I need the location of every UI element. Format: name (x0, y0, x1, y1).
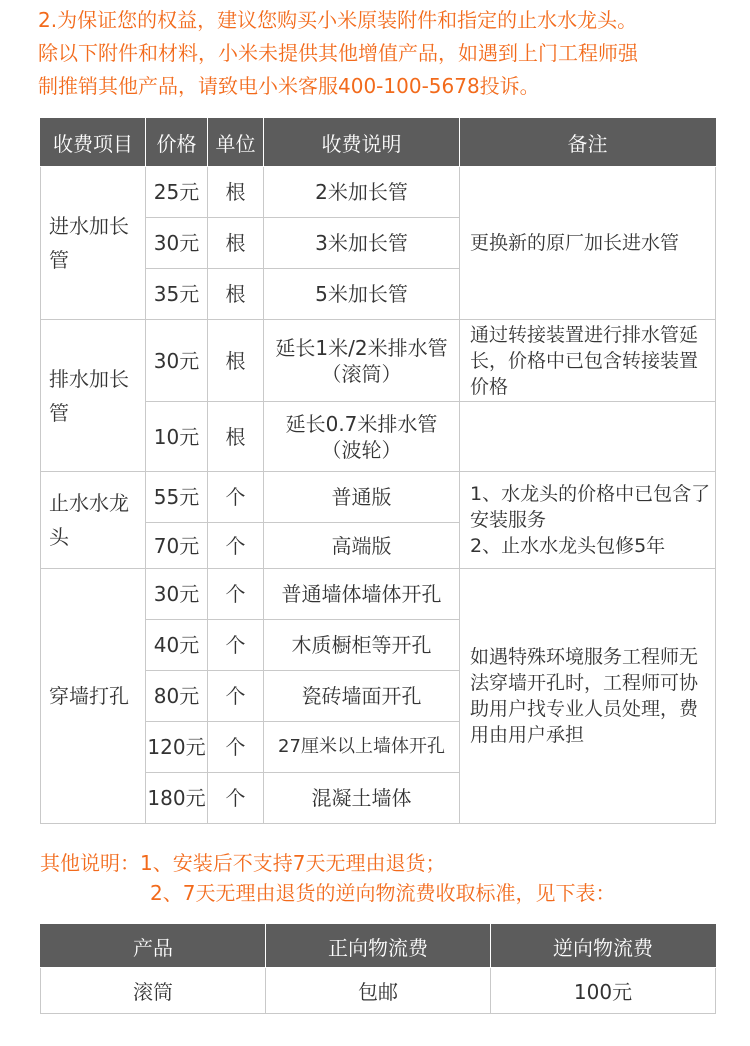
price-cell: 55元 (146, 472, 208, 523)
price-cell: 30元 (146, 320, 208, 402)
other-note-line: 其他说明：1、安装后不支持7天无理由退货； (40, 851, 446, 875)
item-cell: 进水加长管 (41, 167, 146, 320)
price-cell: 120元 (146, 722, 208, 773)
item-cell: 排水加长管 (41, 320, 146, 472)
price-cell: 80元 (146, 671, 208, 722)
other-note-line: 2、7天无理由退货的逆向物流费收取标准，见下表： (150, 881, 616, 905)
desc-cell: 高端版 (264, 523, 460, 569)
price-cell: 180元 (146, 773, 208, 824)
fee-table (40, 118, 716, 824)
fee-table-header-row (41, 119, 716, 167)
header-price: 价格 (146, 119, 208, 167)
desc-cell: 5米加长管 (264, 269, 460, 320)
header-product: 产品 (41, 925, 266, 968)
price-cell: 40元 (146, 620, 208, 671)
table-row (41, 472, 716, 523)
note-cell: 如遇特殊环境服务工程师无法穿墙开孔时，工程师可协助用户找专业人员处理，费用由用户承担 (460, 569, 716, 824)
intro-line: 2.为保证您的权益，建议您购买小米原装附件和指定的止水水龙头。 (38, 8, 638, 32)
header-unit: 单位 (208, 119, 264, 167)
header-forward-fee: 正向物流费 (266, 925, 491, 968)
intro-line: 制推销其他产品，请致电小米客服400-100-5678投诉。 (38, 74, 540, 98)
logistics-table (40, 924, 716, 1014)
unit-cell: 根 (208, 402, 264, 472)
unit-cell: 个 (208, 523, 264, 569)
price-cell: 30元 (146, 218, 208, 269)
price-cell: 30元 (146, 569, 208, 620)
reverse-fee-cell: 100元 (491, 968, 716, 1014)
other-notes (40, 848, 615, 908)
intro-notice (38, 4, 738, 103)
product-cell: 滚筒 (41, 968, 266, 1014)
header-item: 收费项目 (41, 119, 146, 167)
unit-cell: 个 (208, 671, 264, 722)
item-cell: 穿墙打孔 (41, 569, 146, 824)
desc-cell: 延长0.7米排水管（波轮） (264, 402, 460, 472)
unit-cell: 个 (208, 472, 264, 523)
unit-cell: 个 (208, 773, 264, 824)
unit-cell: 个 (208, 569, 264, 620)
table-row (41, 569, 716, 620)
unit-cell: 根 (208, 269, 264, 320)
price-cell: 10元 (146, 402, 208, 472)
header-description: 收费说明 (264, 119, 460, 167)
unit-cell: 根 (208, 167, 264, 218)
table-row (41, 320, 716, 402)
note-line: 1、水龙头的价格中已包含了安装服务 (470, 483, 711, 531)
desc-cell: 瓷砖墙面开孔 (264, 671, 460, 722)
intro-line: 除以下附件和材料，小米未提供其他增值产品，如遇到上门工程师强 (38, 41, 638, 65)
desc-cell: 普通墙体墙体开孔 (264, 569, 460, 620)
unit-cell: 个 (208, 620, 264, 671)
unit-cell: 个 (208, 722, 264, 773)
price-cell: 25元 (146, 167, 208, 218)
note-cell (460, 402, 716, 472)
note-cell: 通过转接装置进行排水管延长，价格中已包含转接装置价格 (460, 320, 716, 402)
header-reverse-fee: 逆向物流费 (491, 925, 716, 968)
note-cell: 更换新的原厂加长进水管 (460, 167, 716, 320)
desc-cell: 2米加长管 (264, 167, 460, 218)
desc-cell: 延长1米/2米排水管（滚筒） (264, 320, 460, 402)
forward-fee-cell: 包邮 (266, 968, 491, 1014)
price-cell: 70元 (146, 523, 208, 569)
unit-cell: 根 (208, 320, 264, 402)
logistics-header-row (41, 925, 716, 968)
unit-cell: 根 (208, 218, 264, 269)
price-cell: 35元 (146, 269, 208, 320)
table-row (41, 968, 716, 1014)
desc-cell: 普通版 (264, 472, 460, 523)
desc-cell: 3米加长管 (264, 218, 460, 269)
item-cell: 止水水龙头 (41, 472, 146, 569)
note-line: 2、止水水龙头包修5年 (470, 535, 666, 557)
desc-cell: 木质橱柜等开孔 (264, 620, 460, 671)
table-row (41, 167, 716, 218)
desc-cell: 混凝土墙体 (264, 773, 460, 824)
header-note: 备注 (460, 119, 716, 167)
desc-cell: 27厘米以上墙体开孔 (264, 722, 460, 773)
note-cell (460, 472, 716, 569)
